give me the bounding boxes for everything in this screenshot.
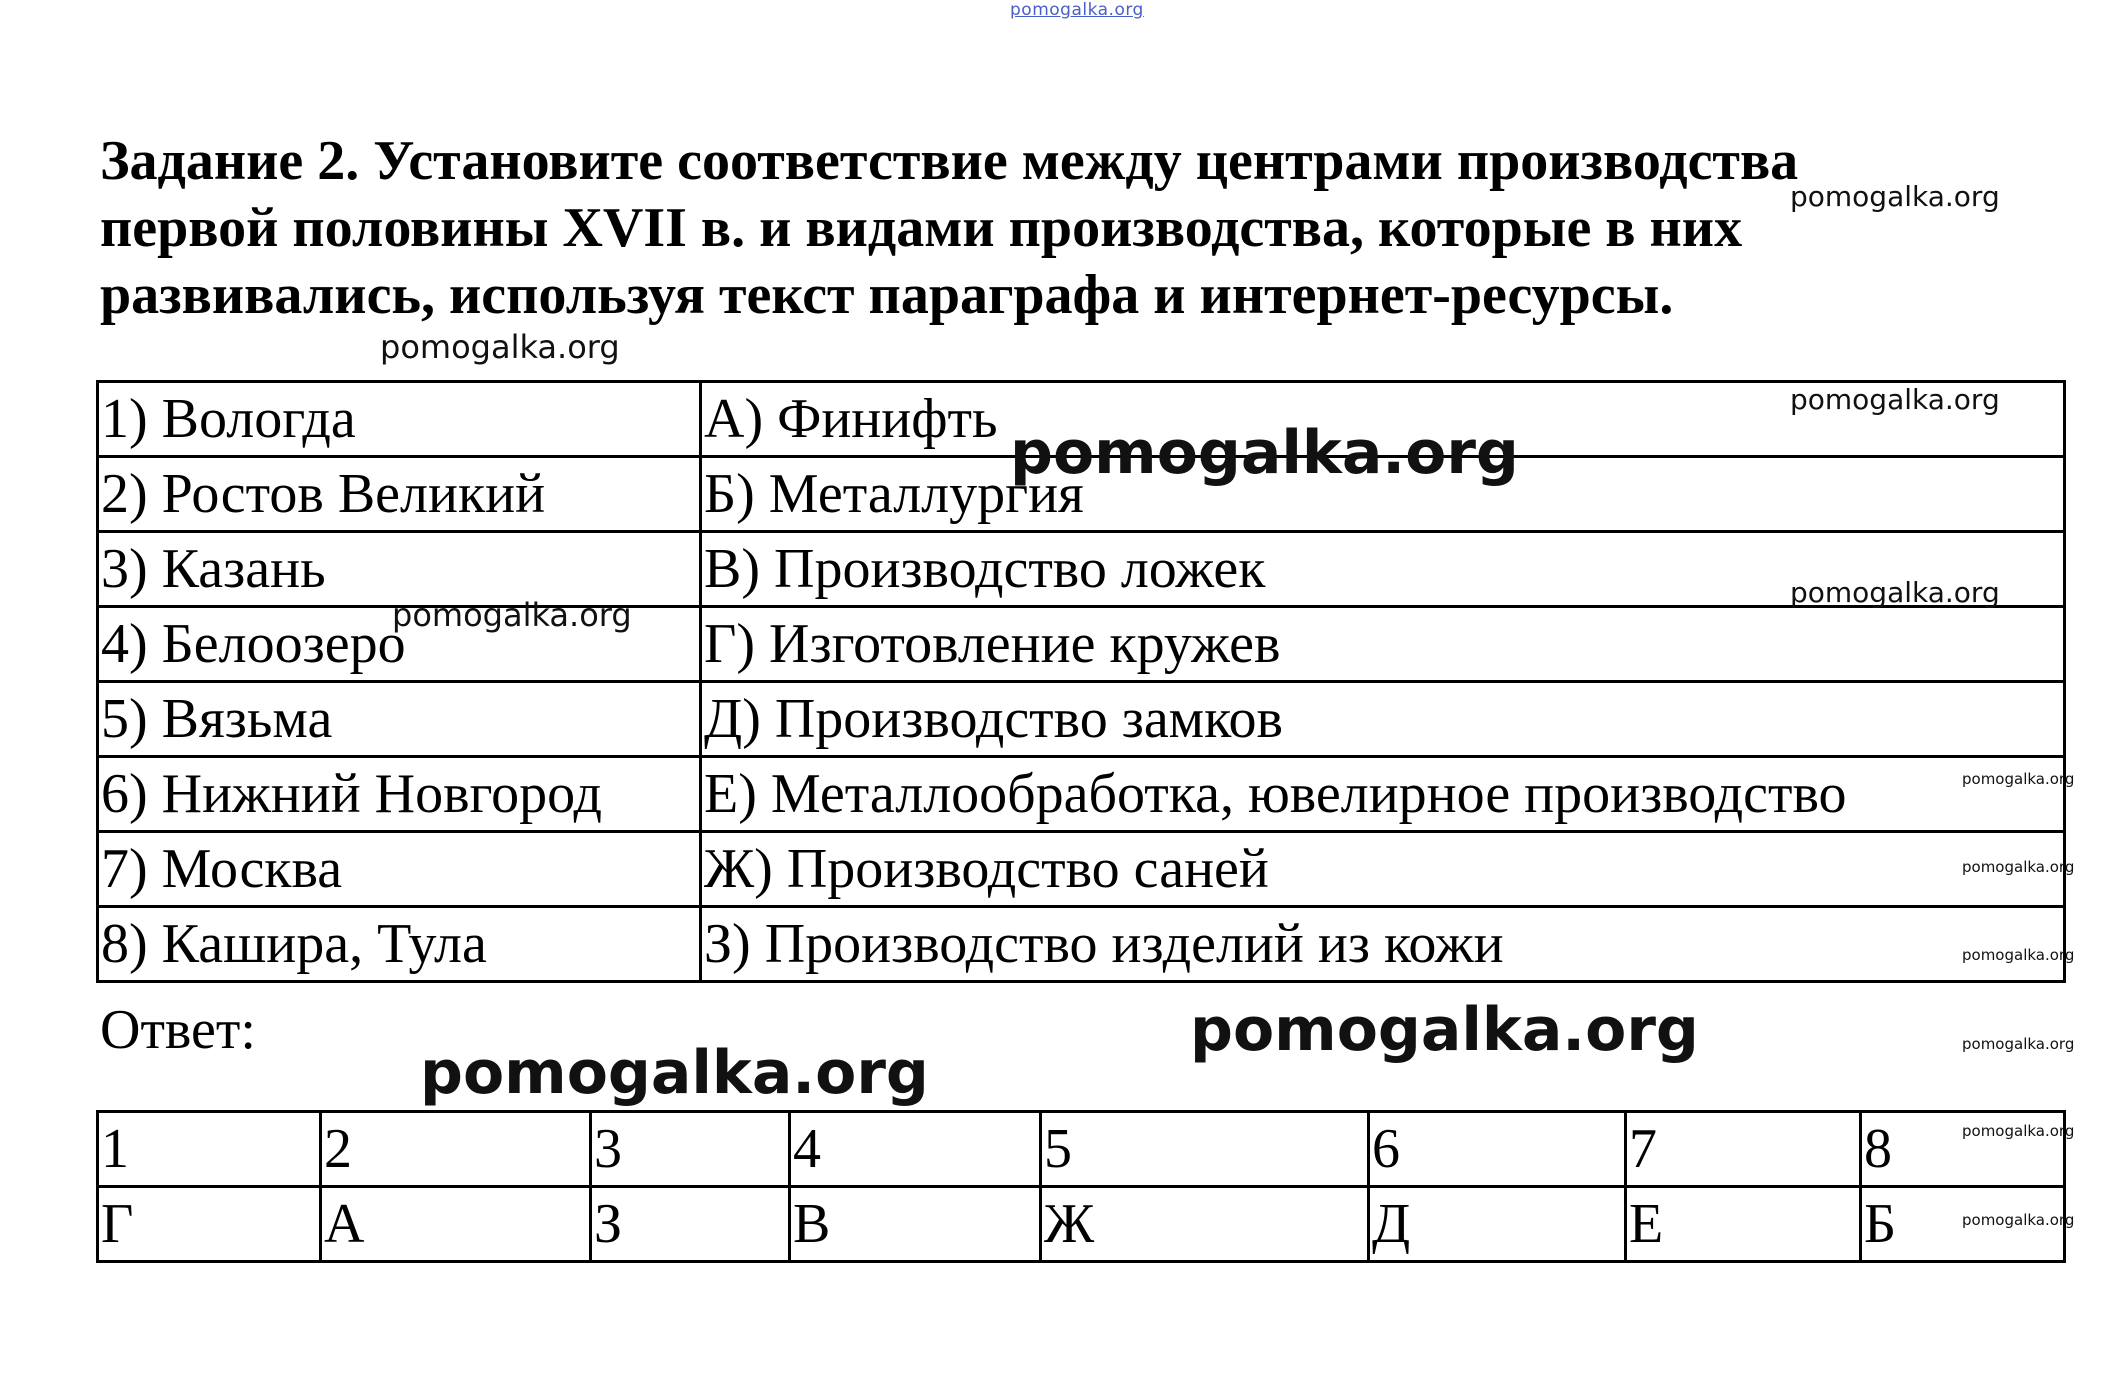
watermark: pomogalka.org (1790, 180, 2000, 213)
watermark: pomogalka.org (392, 596, 632, 634)
watermark: pomogalka.org (1190, 995, 1699, 1065)
answer-number-cell: 3 (591, 1112, 790, 1187)
task-heading-line-1: Задание 2. Установите соответствие между центрами производства (100, 130, 1799, 192)
answer-letter-cell: Б (1861, 1187, 2065, 1262)
watermark: pomogalka.org (1790, 576, 2000, 609)
center-cell: 6) Нижний Новгород (98, 757, 701, 832)
site-link[interactable]: pomogalka.org (1010, 0, 1144, 20)
answer-letter-row (98, 1187, 2065, 1262)
center-cell: 7) Москва (98, 832, 701, 907)
watermark: pomogalka.org (1962, 858, 2075, 876)
task-heading-line-3: развивались, используя текст параграфа и интернет-ресурсы. (100, 264, 1674, 326)
watermark: pomogalka.org (1962, 1122, 2075, 1140)
production-cell: Д) Производство замков (701, 682, 2065, 757)
answer-number-cell: 6 (1369, 1112, 1626, 1187)
answer-number-cell: 7 (1626, 1112, 1861, 1187)
center-cell: 1) Вологда (98, 382, 701, 457)
answer-number-cell: 8 (1861, 1112, 2065, 1187)
table-row (98, 907, 2065, 982)
production-cell: Б) Металлургия (701, 457, 2065, 532)
table-row (98, 682, 2065, 757)
watermark: pomogalka.org (1962, 1211, 2075, 1229)
table-row (98, 757, 2065, 832)
answer-letter-cell: А (321, 1187, 591, 1262)
task-heading (100, 128, 2000, 329)
center-cell: 2) Ростов Великий (98, 457, 701, 532)
table-row (98, 382, 2065, 457)
production-cell: А) Финифть (701, 382, 2065, 457)
answer-number-row (98, 1112, 2065, 1187)
production-cell: Е) Металлообработка, ювелирное производство (701, 757, 2065, 832)
center-cell: 3) Казань (98, 532, 701, 607)
center-cell: 5) Вязьма (98, 682, 701, 757)
table-row (98, 457, 2065, 532)
table-row (98, 532, 2065, 607)
watermark: pomogalka.org (1790, 383, 2000, 416)
center-cell: 4) Белоозеро (98, 607, 701, 682)
answer-number-cell: 5 (1041, 1112, 1369, 1187)
production-cell: Г) Изготовление кружев (701, 607, 2065, 682)
production-cell: Ж) Производство саней (701, 832, 2065, 907)
task-heading-line-2: первой половины XVII в. и видами производства, которые в них (100, 197, 1743, 259)
answer-letter-cell: Г (98, 1187, 321, 1262)
watermark: pomogalka.org (1010, 418, 1519, 488)
answer-number-cell: 2 (321, 1112, 591, 1187)
table-row (98, 832, 2065, 907)
watermark: pomogalka.org (1962, 946, 2075, 964)
answer-table (96, 1110, 2066, 1263)
answer-letter-cell: Д (1369, 1187, 1626, 1262)
answer-label: Ответ: (100, 999, 256, 1061)
watermark: pomogalka.org (380, 328, 620, 366)
watermark: pomogalka.org (1962, 1035, 2075, 1053)
answer-letter-cell: Ж (1041, 1187, 1369, 1262)
answer-letter-cell: В (790, 1187, 1041, 1262)
answer-number-cell: 1 (98, 1112, 321, 1187)
center-cell: 8) Кашира, Тула (98, 907, 701, 982)
watermark: pomogalka.org (420, 1038, 929, 1108)
production-cell: З) Производство изделий из кожи (701, 907, 2065, 982)
answer-letter-cell: З (591, 1187, 790, 1262)
table-row (98, 607, 2065, 682)
matching-table (96, 380, 2066, 983)
watermark: pomogalka.org (1962, 770, 2075, 788)
production-cell: В) Производство ложек (701, 532, 2065, 607)
answer-letter-cell: Е (1626, 1187, 1861, 1262)
answer-number-cell: 4 (790, 1112, 1041, 1187)
